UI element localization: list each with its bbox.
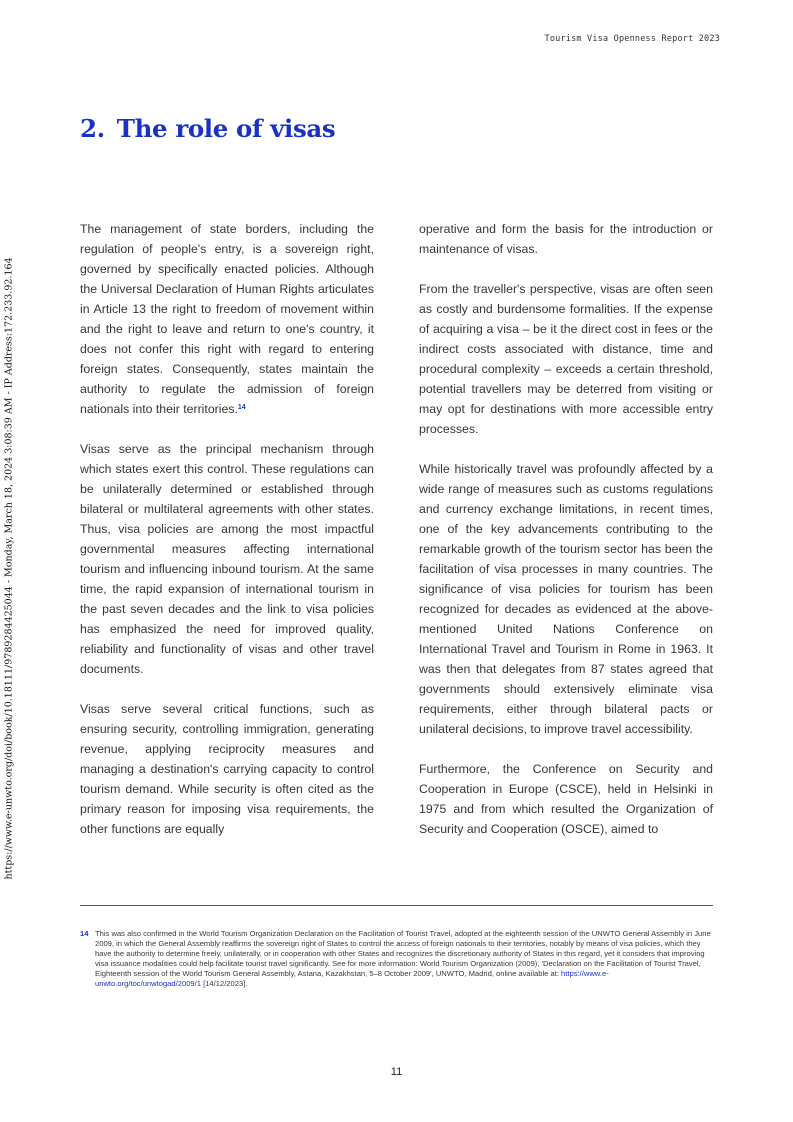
footnote — [80, 929, 713, 990]
paragraph: Visas serve as the principal mechanism through which states exert this control. These regulations can be unilaterally determined or established through bilateral or multilateral agreements with other states. Thus, visa policies are among the most impactful governmental measures affecting international tourism and influencing inbound tourism. At the same time, the rapid expansion of international tourism in the past seven decades and the link to visa policies has emphasized the need for improved quality, reliability and functionality of visas and other travel documents. — [80, 442, 374, 676]
footnote-accessed-date: [14/12/2023]. — [200, 979, 248, 989]
chapter-title-text: The role of visas — [116, 114, 336, 143]
footnote-text: This was also confirmed in the World Tourism Organization Declaration on the Facilitation of Tourist Travel, adopted at the eighteenth session of the UNWTO General Assembly in June 2009, in which the General Assembly reaffirms the sovereign right of States to control the access of foreign nationals to their territories, notably by means of visa policies, which they have the authority to determine freely, unilaterally, or in cooperation with other States and recognizes the discretionary authority of States in this regard, yet it considers that improving visa issuance modalities could help facilitate tourist travel significantly. See for more information: World Tourism Organization (2009), 'Declaration on the Facilitation of Tourist Travel, Eighteenth session of the World Tourism General Assembly, Astana, Kazakhstan, 5–8 October 2009', UNWTO, Madrid, online available at: — [95, 929, 711, 979]
left-column — [80, 219, 374, 859]
right-column — [419, 219, 713, 859]
footnote-body — [95, 929, 713, 990]
footnote-number: 14 — [80, 929, 89, 938]
paragraph-text: The management of state borders, including the regulation of people's entry, is a sovereign right, governed by specifically enacted policies. Although the Universal Declaration of Human Rights articulates in Article 13 the right to freedom of movement within and the right to leave and return to one's country, it does not confer this right with regard to entering foreign states. Consequently, states maintain the authority to regulate the admission of foreign nationals into their territories. — [80, 222, 374, 416]
page-number: 11 — [390, 1066, 403, 1078]
running-header: Tourism Visa Openness Report 2023 — [544, 34, 720, 44]
footnote-link[interactable]: https://www.e-unwto.org/toc/unwtogad/2009/1 — [95, 969, 609, 989]
paragraph: From the traveller's perspective, visas are often seen as costly and burdensome formalities. If the expense of acquiring a visa – be it the direct cost in fees or the indirect costs associated with distance, time and procedural complexity – exceeds a certain threshold, potential travellers may be deterred from visiting or may opt for destinations with more accessible entry processes. — [419, 282, 713, 436]
chapter-number: 2. — [80, 114, 105, 143]
paragraph: operative and form the basis for the introduction or maintenance of visas. — [419, 222, 713, 256]
side-watermark-text: https://www.e-unwto.org/doi/book/10.18111/9789284425044 - Monday, March 18, 2024 3:08:39 AM - IP Address:172.233.92.164 — [3, 257, 15, 880]
chapter-title — [80, 114, 335, 143]
footnote-reference[interactable]: 14 — [237, 404, 246, 411]
side-watermark — [3, 257, 15, 880]
footnote-divider — [80, 905, 713, 906]
paragraph — [80, 219, 374, 419]
paragraph: While historically travel was profoundly affected by a wide range of measures such as customs regulations and currency exchange limitations, in recent times, one of the key advancements contributing to the remarkable growth of the tourism sector has been the facilitation of visa processes in many countries. The significance of visa policies for tourism has been recognized for decades as evidenced at the above-mentioned United Nations Conference on International Travel and Tourism in Rome in 1963. It was then that delegates from 87 states agreed that governments should extensively eliminate visa requirements, either through bilateral pacts or unilateral decisions, to improve travel accessibility. — [419, 462, 713, 736]
paragraph: Visas serve several critical functions, such as ensuring security, controlling immigration, generating revenue, applying reciprocity measures and managing a destination's carrying capacity to control tourism demand. While security is often cited as the primary reason for imposing visa requirements, the other functions are equally — [80, 702, 374, 836]
paragraph: Furthermore, the Conference on Security and Cooperation in Europe (CSCE), held in Helsinki in 1975 and from which resulted the Organization of Security and Cooperation (OSCE), aimed to — [419, 762, 713, 836]
